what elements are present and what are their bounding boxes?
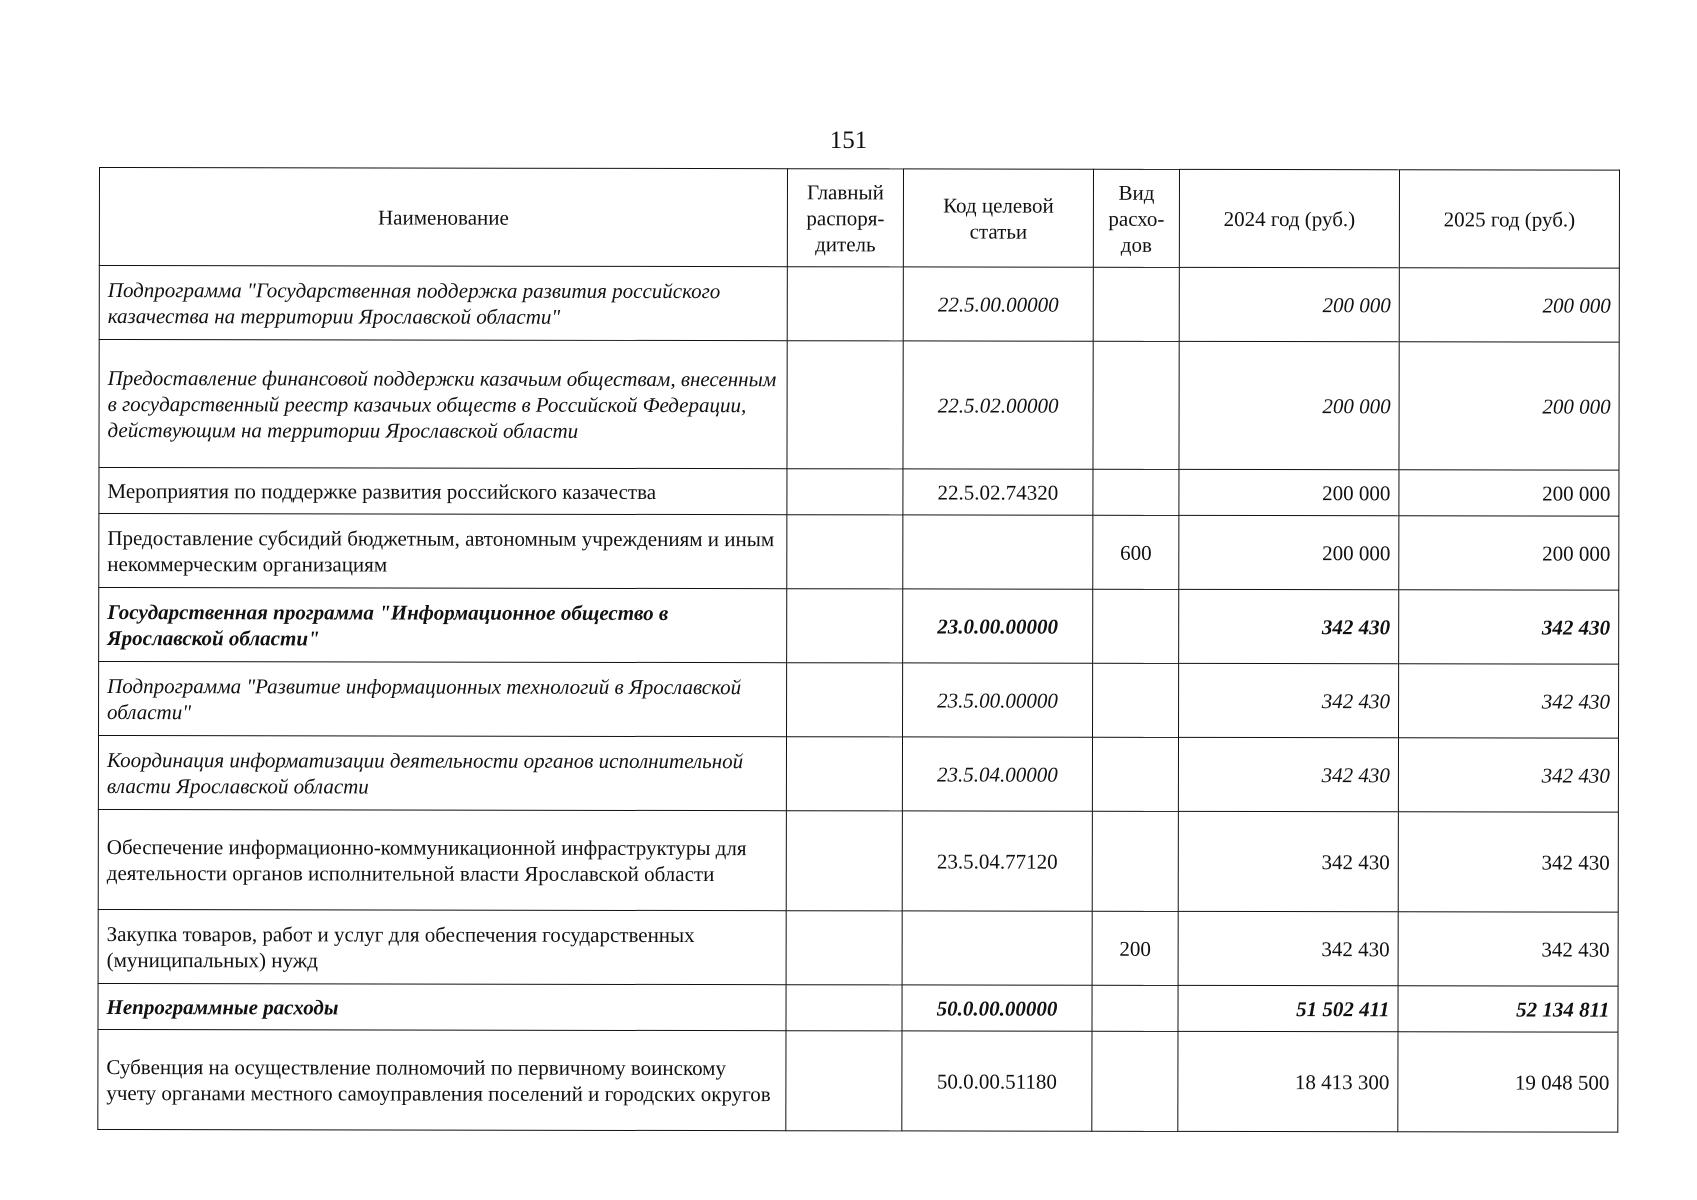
table-row: [98, 983, 1618, 1032]
row-manager-cell: [787, 663, 903, 737]
table-row: [98, 1029, 1618, 1132]
table-row: [98, 809, 1618, 912]
row-amount-2025-cell: 342 430: [1398, 912, 1618, 986]
row-amount-2024-cell: 342 430: [1179, 589, 1399, 663]
row-target-code-cell: 22.5.02.74320: [903, 469, 1093, 515]
row-name-cell: Предоставление финансовой поддержки казачьим обществам, внесенным в государственный реестр казачьих обществ в Российской Федерации, действующим на территории Ярославской области: [99, 340, 787, 469]
row-expense-type-cell: [1093, 469, 1179, 515]
table-row: [98, 909, 1618, 986]
row-expense-type-cell: [1092, 811, 1178, 911]
row-amount-2025-cell: 200 000: [1399, 342, 1619, 470]
table-row: [99, 588, 1619, 665]
row-amount-2024-cell: 342 430: [1178, 811, 1398, 911]
row-target-code-cell: 23.5.04.77120: [902, 811, 1092, 911]
budget-table: [97, 167, 1620, 1133]
header-expense-type: Вид расхо-дов: [1093, 169, 1179, 267]
row-expense-type-cell: [1093, 341, 1179, 469]
row-amount-2024-cell: 342 430: [1178, 911, 1398, 985]
row-amount-2025-cell: 342 430: [1398, 738, 1618, 812]
row-amount-2025-cell: 342 430: [1399, 664, 1619, 738]
row-manager-cell: [786, 811, 902, 911]
row-manager-cell: [787, 341, 903, 469]
row-name-cell: Подпрограмма "Государственная поддержка развития российского казачества на территории Ярославской области": [99, 266, 787, 341]
row-name-cell: Субвенция на осуществление полномочий по первичному воинскому учету органами местного самоуправления поселений и городских округов: [98, 1029, 786, 1130]
table-body: [98, 266, 1620, 1133]
row-target-code-cell: 23.5.00.00000: [903, 663, 1093, 737]
row-amount-2024-cell: 200 000: [1179, 515, 1399, 589]
row-expense-type-cell: [1092, 737, 1178, 811]
row-manager-cell: [787, 589, 903, 663]
row-amount-2025-cell: 52 134 811: [1398, 986, 1618, 1032]
row-name-cell: Государственная программа "Информационное общество в Ярославской области": [99, 588, 787, 663]
row-target-code-cell: 23.5.04.00000: [902, 737, 1092, 811]
row-name-cell: Обеспечение информационно-коммуникационной инфраструктуры для деятельности органов исполнительной власти Ярославской области: [98, 809, 786, 910]
row-expense-type-cell: [1093, 663, 1179, 737]
row-amount-2025-cell: 200 000: [1399, 470, 1619, 516]
row-amount-2025-cell: 342 430: [1399, 590, 1619, 664]
table-row: [99, 514, 1619, 591]
table-row: [99, 340, 1619, 471]
table-row: [98, 736, 1618, 813]
table-row: [99, 266, 1619, 343]
row-manager-cell: [786, 911, 902, 985]
row-amount-2025-cell: 342 430: [1398, 812, 1618, 912]
row-name-cell: Закупка товаров, работ и услуг для обеспечения государственных (муниципальных) нужд: [98, 909, 786, 984]
row-target-code-cell: 50.0.00.00000: [902, 985, 1092, 1031]
row-expense-type-cell: 600: [1093, 515, 1179, 589]
row-amount-2024-cell: 18 413 300: [1178, 1031, 1398, 1131]
row-amount-2024-cell: 200 000: [1179, 267, 1399, 341]
row-expense-type-cell: [1093, 267, 1179, 341]
row-amount-2025-cell: 200 000: [1399, 516, 1619, 590]
row-target-code-cell: [903, 515, 1093, 589]
header-year-2024: 2024 год (руб.): [1179, 169, 1399, 267]
row-target-code-cell: 50.0.00.51180: [902, 1031, 1092, 1131]
row-name-cell: Мероприятия по поддержке развития российского казачества: [99, 468, 787, 515]
row-expense-type-cell: [1092, 985, 1178, 1031]
row-manager-cell: [786, 737, 902, 811]
row-target-code-cell: 22.5.00.00000: [903, 267, 1093, 341]
header-main-manager: Главный распоря-дитель: [787, 169, 903, 267]
row-amount-2025-cell: 200 000: [1399, 268, 1619, 342]
row-manager-cell: [787, 267, 903, 341]
row-amount-2025-cell: 19 048 500: [1398, 1032, 1618, 1132]
page-number: 151: [829, 127, 868, 154]
row-amount-2024-cell: 200 000: [1179, 341, 1399, 469]
table-row: [99, 662, 1619, 739]
row-target-code-cell: [902, 911, 1092, 985]
header-name: Наименование: [99, 168, 787, 267]
row-name-cell: Предоставление субсидий бюджетным, автономным учреждениям и иным некоммерческим организациям: [99, 514, 787, 589]
row-target-code-cell: 22.5.02.00000: [903, 341, 1093, 469]
row-amount-2024-cell: 51 502 411: [1178, 985, 1398, 1031]
row-target-code-cell: 23.0.00.00000: [903, 589, 1093, 663]
table-header-row: [99, 168, 1619, 269]
row-expense-type-cell: [1093, 589, 1179, 663]
header-target-code: Код целевой статьи: [903, 169, 1093, 267]
row-name-cell: Непрограммные расходы: [98, 983, 786, 1030]
row-name-cell: Подпрограмма "Развитие информационных технологий в Ярославской области": [99, 662, 787, 737]
row-amount-2024-cell: 342 430: [1178, 737, 1398, 811]
row-manager-cell: [787, 515, 903, 589]
row-expense-type-cell: [1092, 1031, 1178, 1131]
row-name-cell: Координация информатизации деятельности органов исполнительной власти Ярославской области: [98, 736, 786, 811]
table-row: [99, 468, 1619, 517]
row-manager-cell: [787, 469, 903, 515]
row-amount-2024-cell: 200 000: [1179, 469, 1399, 515]
row-manager-cell: [786, 1031, 902, 1131]
row-manager-cell: [786, 985, 902, 1031]
header-year-2025: 2025 год (руб.): [1399, 170, 1619, 268]
row-amount-2024-cell: 342 430: [1179, 663, 1399, 737]
row-expense-type-cell: 200: [1092, 911, 1178, 985]
